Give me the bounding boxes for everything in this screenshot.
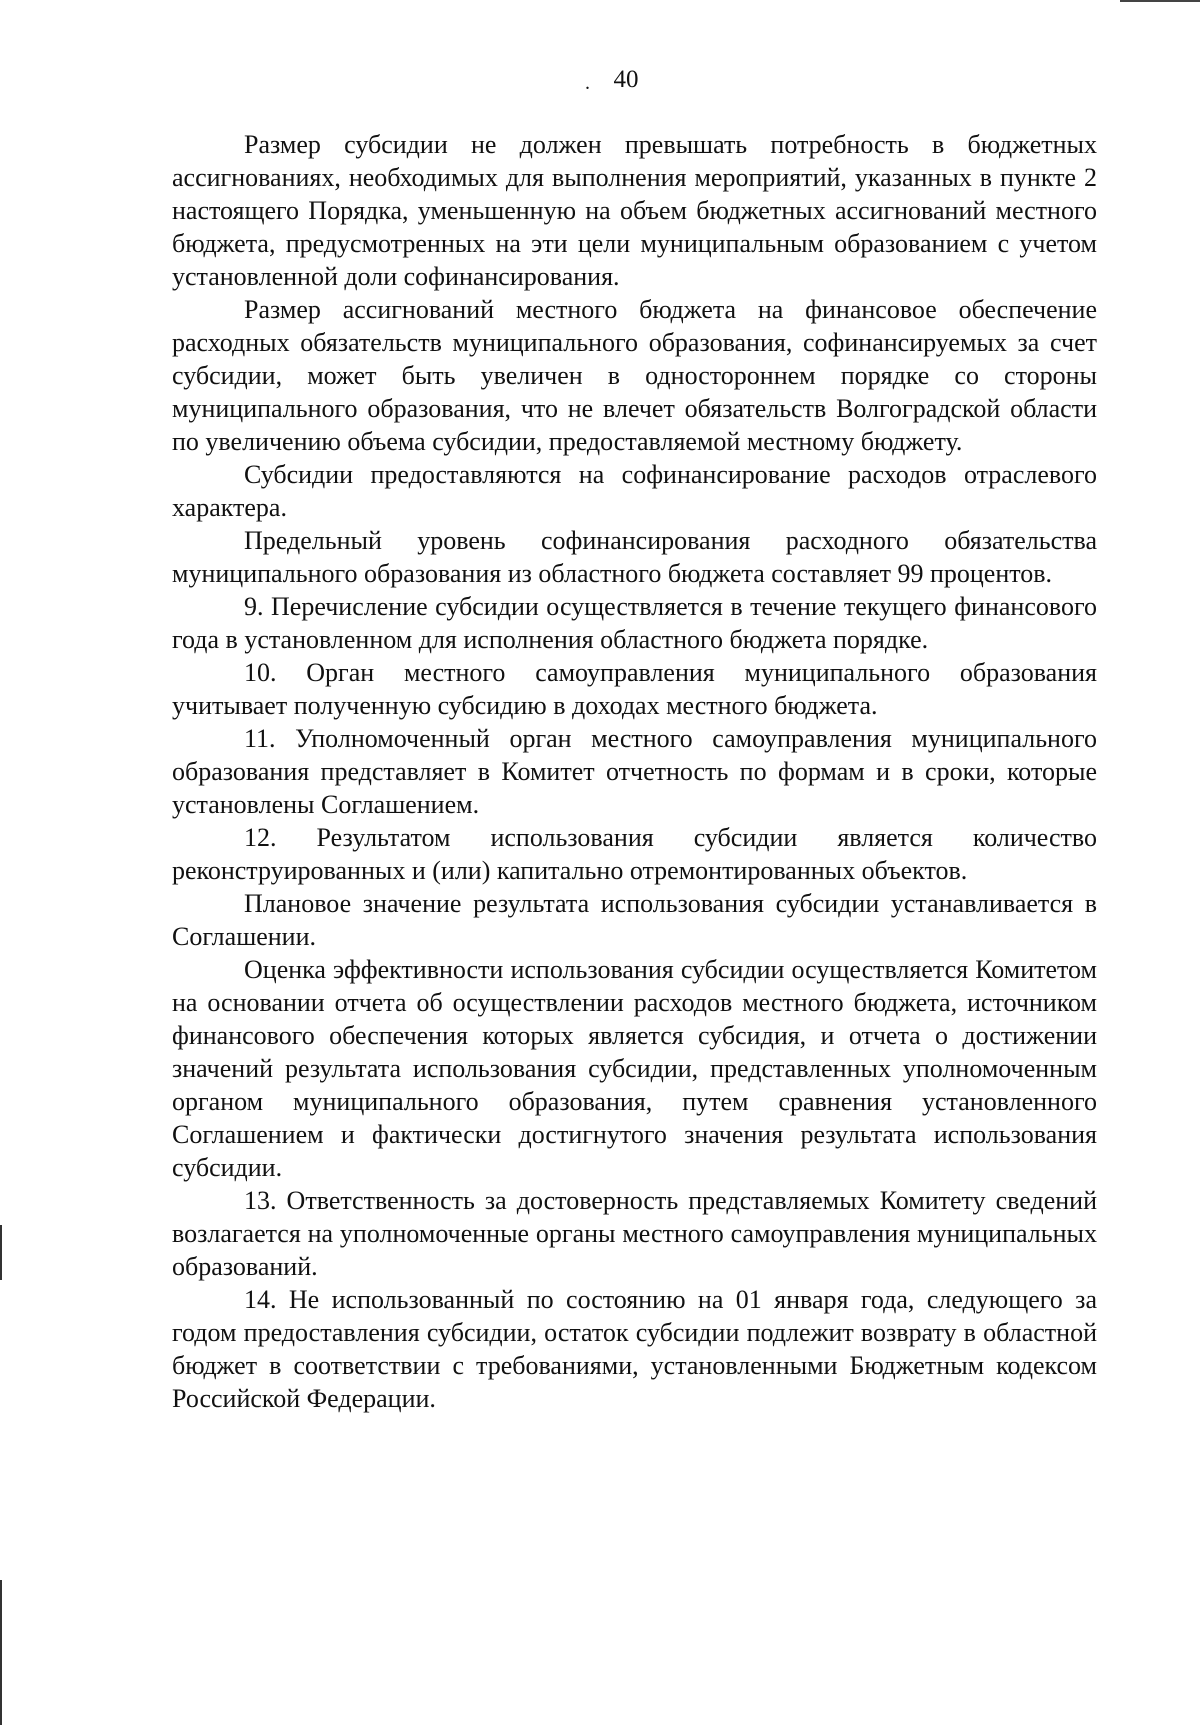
scan-edge-line — [1120, 0, 1200, 2]
scan-edge-mark — [0, 1225, 2, 1280]
page-number — [0, 66, 1200, 94]
paragraph-item-14: 14. Не использованный по состоянию на 01 января года, следующего за годом предоставления субсидии, остаток субсидии подлежит возврату в областной бюджет в соответствии с требованиями, установленными Бюджетным кодексом Российской Федерации. — [172, 1285, 1097, 1413]
paragraph-item-13: 13. Ответственность за достоверность представляемых Комитету сведений возлагается на уполномоченные органы местного самоуправления муниципальных образований. — [172, 1186, 1097, 1281]
paragraph-subsidy-size: Размер субсидии не должен превышать потребность в бюджетных ассигнованиях, необходимых для выполнения мероприятий, указанных в пункте 2 настоящего Порядка, уменьшенную на объем бюджетных ассигнований местного бюджета, предусмотренных на эти цели муниципальным образованием с учетом установленной доли софинансирования. — [172, 130, 1097, 291]
paragraph-subsidy-purpose: Субсидии предоставляются на софинансирование расходов отраслевого характера. — [172, 460, 1097, 522]
paragraph-item-11: 11. Уполномоченный орган местного самоуправления муниципального образования представляет в Комитет отчетность по формам и в сроки, которые установлены Соглашением. — [172, 724, 1097, 819]
page-number-mark: . — [585, 72, 590, 94]
document-body — [172, 128, 1097, 1415]
paragraph-cofinancing-limit: Предельный уровень софинансирования расходного обязательства муниципального образования из областного бюджета составляет 99 процентов. — [172, 526, 1097, 588]
paragraph-item-12: 12. Результатом использования субсидии является количество реконструированных и (или) капитально отремонтированных объектов. — [172, 823, 1097, 885]
paragraph-local-budget-allocations: Размер ассигнований местного бюджета на финансовое обеспечение расходных обязательств муниципального образования, софинансируемых за счет субсидии, может быть увеличен в одностороннем порядке со стороны муниципального образования, что не влечет обязательств Волгоградской области по увеличению объема субсидии, предоставляемой местному бюджету. — [172, 295, 1097, 456]
paragraph-item-9: 9. Перечисление субсидии осуществляется в течение текущего финансового года в установленном для исполнения областного бюджета порядке. — [172, 592, 1097, 654]
paragraph-planned-value: Плановое значение результата использования субсидии устанавливается в Соглашении. — [172, 889, 1097, 951]
paragraph-efficiency-assessment: Оценка эффективности использования субсидии осуществляется Комитетом на основании отчета об осуществлении расходов местного бюджета, источником финансового обеспечения которых является субсидия, и отчета о достижении значений результата использования субсидии, представленных уполномоченным органом муниципального образования, путем сравнения установленного Соглашением и фактически достигнутого значения результата использования субсидии. — [172, 955, 1097, 1182]
paragraph-item-10: 10. Орган местного самоуправления муниципального образования учитывает полученную субсидию в доходах местного бюджета. — [172, 658, 1097, 720]
scan-edge-mark — [0, 1580, 2, 1725]
page-number-value: 40 — [613, 66, 639, 93]
